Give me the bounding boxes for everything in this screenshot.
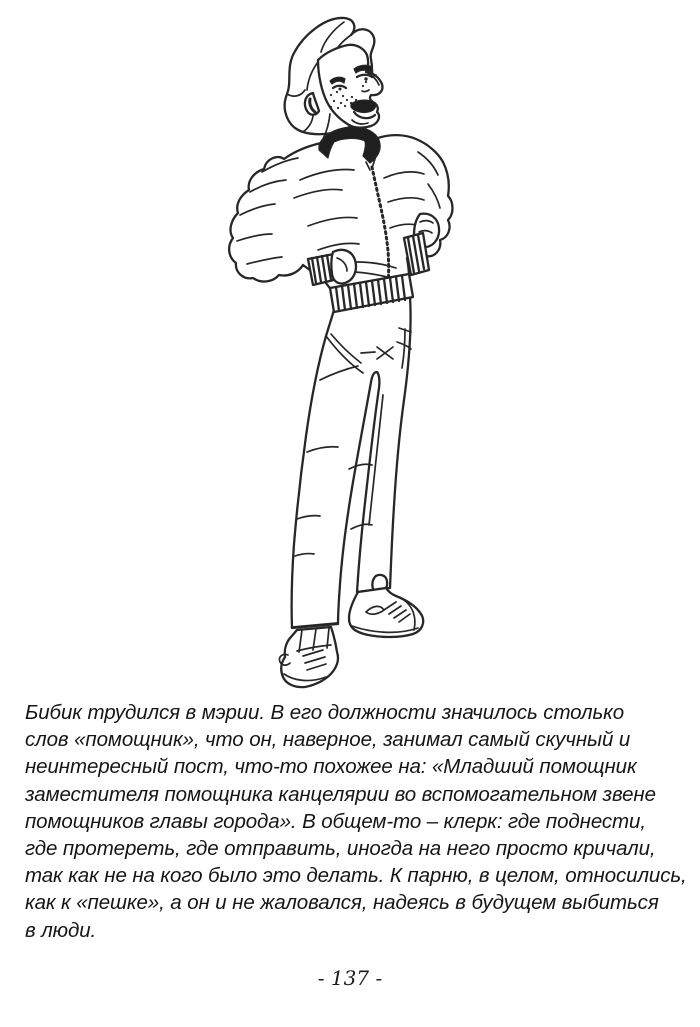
- paragraph-line: слов «помощник», что он, наверное, занимал самый скучный и: [25, 728, 631, 752]
- paragraph-line: так как не на кого было это делать. К парню, в целом, относились,: [25, 864, 687, 888]
- page-number: - 137 -: [317, 966, 383, 990]
- paragraph-line: Бибик трудился в мэрии. В его должности значилось столько: [25, 701, 625, 724]
- left-fist: [331, 250, 356, 284]
- paragraph-line: помощников главы города». В общем-то – клерк: где поднести,: [25, 809, 646, 833]
- lips: [351, 100, 376, 112]
- paragraph-line: неинтересный пост, что-то похожее на: «Младший помощник: [25, 755, 637, 779]
- pants: [292, 296, 411, 628]
- puffy-jacket: [229, 135, 452, 312]
- paragraph-line: заместителя помощника канцелярии во вспомогательном звене: [25, 782, 656, 806]
- paragraph-line: в люди.: [25, 918, 97, 942]
- paragraph-line: как к «пешке», а он и не жаловался, надеясь в будущем выбиться: [25, 891, 659, 915]
- paragraph-line: где протереть, где отправить, иногда на него просто кричали,: [25, 837, 656, 861]
- story-paragraph: [25, 699, 687, 944]
- head: [285, 18, 383, 144]
